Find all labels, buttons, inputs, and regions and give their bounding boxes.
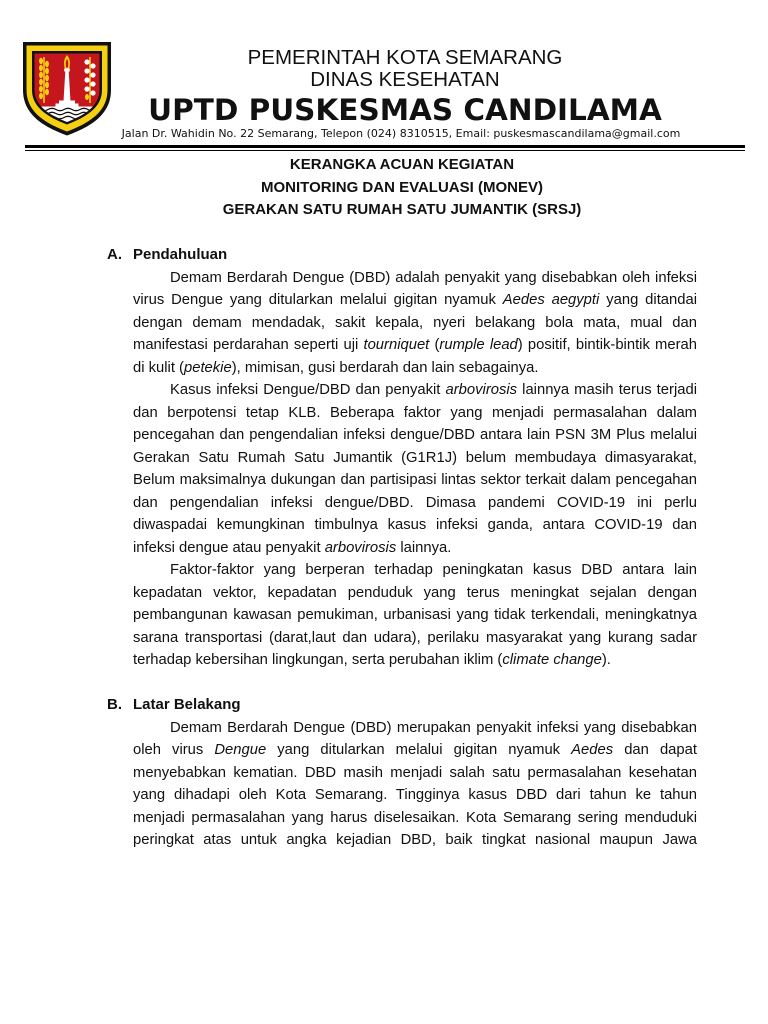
text-segment: ). <box>601 652 611 668</box>
text-segment: ( <box>429 337 440 353</box>
letterhead-rule-thin <box>25 150 745 151</box>
text-line <box>133 829 697 852</box>
text-segment: terhadap kebersihan lingkungan, serta perubahan iklim ( <box>133 652 503 668</box>
text-line <box>133 604 697 627</box>
text-segment: di kulit ( <box>133 359 184 376</box>
text-line <box>170 379 697 402</box>
text-segment: menyebabkan kematian. DBD masih menjadi salah satu permasalahan kesehatan <box>133 764 697 781</box>
title-line-1: KERANGKA ACUAN KEGIATAN <box>289 156 515 173</box>
text-line <box>133 762 697 785</box>
italic-term: Aedes <box>571 742 614 758</box>
document-body <box>0 154 768 852</box>
section-heading <box>0 244 768 267</box>
text-segment: oleh virus <box>133 742 215 758</box>
text-line <box>133 312 697 335</box>
text-segment: manifestasi perdarahan seperti uji <box>133 337 364 353</box>
section-title: Latar Belakang <box>133 696 241 713</box>
italic-term: tourniquet <box>363 337 430 353</box>
text-segment: ), mimisan, gusi berdarah dan lain sebagainya. <box>231 359 539 376</box>
government-name: PEMERINTAH KOTA SEMARANG <box>247 46 563 69</box>
sections <box>0 222 768 852</box>
text-line <box>133 289 697 312</box>
text-segment: Kasus infeksi Dengue/DBD dan penyakit <box>170 382 446 398</box>
text-line <box>133 424 697 447</box>
italic-term: petekie <box>183 359 232 376</box>
paragraph <box>0 379 768 559</box>
text-line <box>133 447 697 470</box>
text-line <box>133 739 697 762</box>
text-line <box>170 717 697 740</box>
italic-term: Dengue <box>214 742 267 758</box>
letterhead-rule-thick <box>25 145 745 148</box>
text-segment: virus Dengue yang ditularkan melalui gigitan nyamuk <box>133 292 503 308</box>
text-segment: sarana transportasi (darat,laut dan udara), perilaku masyarakat yang kurang sadar <box>133 629 697 646</box>
paragraph <box>0 267 768 380</box>
text-line <box>133 357 697 380</box>
text-segment: yang dihadapi oleh Kota Semarang. Tingginya kasus DBD dari tahun ke tahun <box>133 787 697 803</box>
text-segment: Demam Berdarah Dengue (DBD) adalah penyakit yang disebabkan oleh infeksi <box>170 269 697 286</box>
kota-semarang-emblem-icon <box>22 40 112 137</box>
text-segment: dan dapat <box>613 742 697 758</box>
text-line <box>133 537 697 560</box>
title-line-2: MONITORING DAN EVALUASI (MONEV) <box>261 178 543 196</box>
text-line <box>133 334 697 357</box>
organization-name: UPTD PUSKESMAS CANDILAMA <box>148 93 662 127</box>
text-segment: dan pengendalian infeksi dengue/DBD. Dimasa pandemi COVID-19 ini perlu <box>133 494 697 511</box>
text-line <box>133 582 697 605</box>
text-segment: diwaspadai kemungkinan timbulnya kasus infeksi ganda, antara COVID-19 dan <box>133 517 697 533</box>
text-line <box>133 469 697 492</box>
text-segment: Gerakan Satu Rumah Satu Jumantik (G1R1J) belum membudaya dimasyarakat, <box>133 449 697 466</box>
blank-line <box>0 672 768 695</box>
paragraph <box>0 559 768 672</box>
department-name: DINAS KESEHATAN <box>310 68 500 91</box>
blank-line <box>0 222 768 245</box>
paragraph <box>0 717 768 852</box>
address-line: Jalan Dr. Wahidin No. 22 Semarang, Telepon (024) 8310515, Email: puskesmascandilama@gmail.com <box>121 127 681 140</box>
text-segment: menjadi permasalahan yang harus diselesaikan. Kota Semarang sering menduduki <box>133 809 697 826</box>
text-segment: dan berpotensi tetap KLB. Beberapa faktor yang menjadi permasalahan dalam <box>133 404 697 421</box>
text-line <box>170 559 697 582</box>
text-segment: lainnya masih terus terjadi <box>517 382 697 398</box>
text-line <box>133 807 697 830</box>
text-line <box>133 402 697 425</box>
italic-term: arbovirosis <box>445 382 518 398</box>
text-segment: peringkat atas untuk angka kejadian DBD, baik tingkat nasional maupun Jawa <box>133 832 697 848</box>
text-segment: infeksi dengue atau penyakit <box>133 539 325 556</box>
italic-term: rumple lead <box>439 337 518 353</box>
text-line <box>133 627 697 650</box>
italic-term: Aedes aegypti <box>502 292 600 308</box>
text-segment: yang ditularkan melalui gigitan nyamuk <box>266 742 572 758</box>
text-segment: ) positif, bintik-bintik merah <box>517 337 697 353</box>
text-line <box>133 649 697 672</box>
section-a <box>0 244 768 672</box>
section-letter: A. <box>107 246 122 263</box>
text-line <box>133 492 697 515</box>
section-heading <box>0 694 768 717</box>
text-segment: lainnya. <box>396 539 452 556</box>
text-line <box>170 267 697 290</box>
italic-term: climate change <box>502 652 602 668</box>
text-segment: pembangunan kawasan pemukiman, urbanisasi yang tidak terkendali, meningkatnya <box>133 607 697 623</box>
italic-term: arbovirosis <box>324 539 397 556</box>
section-title: Pendahuluan <box>133 246 228 263</box>
section-b <box>0 694 768 852</box>
text-line <box>133 784 697 807</box>
text-segment: dengan demam mendadak, sakit kepala, nyeri belakang bola mata, mual dan <box>133 314 697 331</box>
text-segment: Faktor-faktor yang berperan terhadap peningkatan kasus DBD antara lain <box>170 562 697 578</box>
text-segment: kepadatan vektor, kepadatan penduduk yang terus meningkat sejalan dengan <box>133 584 697 601</box>
section-letter: B. <box>107 696 122 713</box>
text-segment: pencegahan dan pengendalian infeksi dengue/DBD antara lain PSN 3M Plus melalui <box>133 427 697 443</box>
text-segment: Belum maksimalnya dukungan dan partisipasi lintas sektor terkait dalam pencegahan <box>133 472 697 488</box>
text-line <box>133 514 697 537</box>
text-segment: Demam Berdarah Dengue (DBD) merupakan penyakit infeksi yang disebabkan <box>170 719 697 736</box>
title-line-3: GERAKAN SATU RUMAH SATU JUMANTIK (SRSJ) <box>222 201 582 218</box>
text-segment: yang ditandai <box>599 292 698 308</box>
